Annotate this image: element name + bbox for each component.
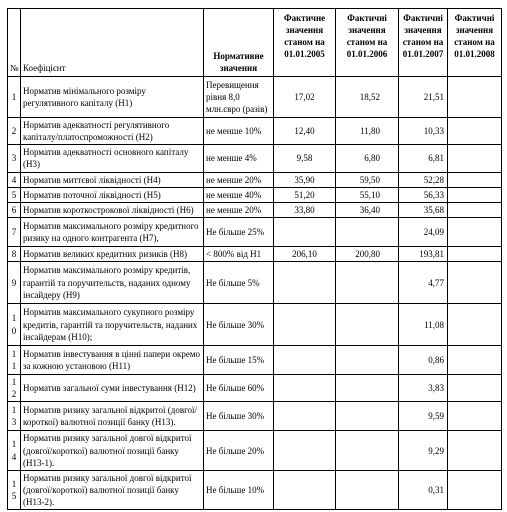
row-value-2007: 52,28 bbox=[399, 172, 448, 187]
row-value-2007: 9,59 bbox=[399, 402, 448, 431]
row-value-2008 bbox=[448, 402, 502, 431]
row-normative: Не більше 15% bbox=[204, 346, 274, 375]
table-header-row bbox=[8, 9, 502, 77]
row-coefficient-name: Норматив ризику загальної відкритої (довгої/короткої) валютної позиції банку (Н13). bbox=[21, 402, 204, 431]
row-number: 15 bbox=[8, 470, 21, 509]
row-value-2008 bbox=[448, 375, 502, 402]
row-coefficient-name: Норматив максимального сукупного розміру кредитів, гарантій та поручительств, наданих інсайдерам (Н10); bbox=[21, 304, 204, 346]
row-value-2006 bbox=[336, 262, 399, 304]
row-value-2006 bbox=[336, 304, 399, 346]
row-value-2007: 21,51 bbox=[399, 77, 448, 118]
table-row bbox=[8, 172, 502, 187]
header-2008: Фактичні значення станом на 01.01.2008 bbox=[448, 9, 502, 77]
row-value-2008 bbox=[448, 118, 502, 145]
table-body bbox=[8, 77, 502, 510]
row-value-2005: 9,58 bbox=[274, 145, 336, 172]
table-row bbox=[8, 145, 502, 172]
row-value-2007: 10,33 bbox=[399, 118, 448, 145]
row-normative: < 800% від Н1 bbox=[204, 246, 274, 261]
row-value-2005: 33,80 bbox=[274, 202, 336, 217]
row-number: 7 bbox=[8, 217, 21, 246]
row-value-2006: 11,80 bbox=[336, 118, 399, 145]
row-normative: Не більше 30% bbox=[204, 402, 274, 431]
row-value-2005 bbox=[274, 346, 336, 375]
table-row bbox=[8, 304, 502, 346]
row-value-2005 bbox=[274, 217, 336, 246]
row-normative: Не більше 5% bbox=[204, 262, 274, 304]
row-value-2005: 206,10 bbox=[274, 246, 336, 261]
row-value-2008 bbox=[448, 346, 502, 375]
table-row bbox=[8, 402, 502, 431]
row-value-2006 bbox=[336, 431, 399, 470]
table-row bbox=[8, 470, 502, 509]
row-coefficient-name: Норматив короткострокової ліквідності (Н6) bbox=[21, 202, 204, 217]
ratios-table bbox=[7, 8, 502, 510]
row-value-2007: 35,68 bbox=[399, 202, 448, 217]
row-number: 8 bbox=[8, 246, 21, 261]
row-value-2005: 12,40 bbox=[274, 118, 336, 145]
row-normative: Не більше 10% bbox=[204, 470, 274, 509]
row-number: 13 bbox=[8, 402, 21, 431]
row-coefficient-name: Норматив ризику загальної довгої відкритої (довгої/короткої) валютної позиції банку (Н13-1). bbox=[21, 431, 204, 470]
row-value-2008 bbox=[448, 172, 502, 187]
row-normative: Не більше 25% bbox=[204, 217, 274, 246]
row-number: 5 bbox=[8, 187, 21, 202]
header-2005: Фактичне значення станом на 01.01.2005 bbox=[274, 9, 336, 77]
row-value-2005 bbox=[274, 402, 336, 431]
row-value-2007: 193,81 bbox=[399, 246, 448, 261]
row-number: 6 bbox=[8, 202, 21, 217]
row-coefficient-name: Норматив великих кредитних ризиків (Н8) bbox=[21, 246, 204, 261]
row-coefficient-name: Норматив адекватності основного капіталу (Н3) bbox=[21, 145, 204, 172]
row-value-2005 bbox=[274, 262, 336, 304]
row-coefficient-name: Норматив інвестування в цінні папери окремо за кожною установою (Н11) bbox=[21, 346, 204, 375]
row-coefficient-name: Норматив адекватності регулятивного капіталу/платоспроможності (Н2) bbox=[21, 118, 204, 145]
row-number: 14 bbox=[8, 431, 21, 470]
table-row bbox=[8, 187, 502, 202]
row-value-2008 bbox=[448, 262, 502, 304]
table-row bbox=[8, 346, 502, 375]
table-row bbox=[8, 262, 502, 304]
row-value-2005: 35,90 bbox=[274, 172, 336, 187]
row-value-2008 bbox=[448, 246, 502, 261]
header-2007: Фактичні значення станом на 01.01.2007 bbox=[399, 9, 448, 77]
row-number: 2 bbox=[8, 118, 21, 145]
row-value-2007: 0,86 bbox=[399, 346, 448, 375]
row-number: 4 bbox=[8, 172, 21, 187]
row-normative: не менше 4% bbox=[204, 145, 274, 172]
row-normative: не менше 20% bbox=[204, 202, 274, 217]
row-value-2008 bbox=[448, 145, 502, 172]
row-value-2006: 200,80 bbox=[336, 246, 399, 261]
row-value-2006 bbox=[336, 470, 399, 509]
row-value-2008 bbox=[448, 431, 502, 470]
row-value-2005 bbox=[274, 470, 336, 509]
table-row bbox=[8, 118, 502, 145]
row-value-2008 bbox=[448, 217, 502, 246]
row-coefficient-name: Норматив максимального розміру кредитного ризику на одного контрагента (Н7), bbox=[21, 217, 204, 246]
header-2006: Фактичні значення станом на 01.01.2006 bbox=[336, 9, 399, 77]
row-normative: Перевищення рівня 8,0 млн.євро (разів) bbox=[204, 77, 274, 118]
row-value-2007: 9,29 bbox=[399, 431, 448, 470]
row-value-2008 bbox=[448, 202, 502, 217]
row-coefficient-name: Норматив загальної суми інвестування (Н12) bbox=[21, 375, 204, 402]
header-num: № bbox=[8, 9, 21, 77]
row-value-2006: 36,40 bbox=[336, 202, 399, 217]
row-value-2007: 56,33 bbox=[399, 187, 448, 202]
row-value-2008 bbox=[448, 77, 502, 118]
row-coefficient-name: Норматив мінімального розміру регулятивного капіталу (Н1) bbox=[21, 77, 204, 118]
table-row bbox=[8, 431, 502, 470]
table-row bbox=[8, 202, 502, 217]
header-coefficient: Коефіцієнт bbox=[21, 9, 204, 77]
row-value-2005: 51,20 bbox=[274, 187, 336, 202]
row-value-2006: 55,10 bbox=[336, 187, 399, 202]
row-coefficient-name: Норматив миттєвої ліквідності (Н4) bbox=[21, 172, 204, 187]
row-value-2006 bbox=[336, 402, 399, 431]
row-number: 10 bbox=[8, 304, 21, 346]
row-value-2007: 0,31 bbox=[399, 470, 448, 509]
row-value-2007: 3,83 bbox=[399, 375, 448, 402]
row-value-2008 bbox=[448, 304, 502, 346]
row-coefficient-name: Норматив ризику загальної довгої відкритої (довгої/короткої) валютної позиції банку (Н13-2). bbox=[21, 470, 204, 509]
row-value-2005: 17,02 bbox=[274, 77, 336, 118]
row-value-2005 bbox=[274, 375, 336, 402]
row-value-2008 bbox=[448, 470, 502, 509]
row-value-2007: 4,77 bbox=[399, 262, 448, 304]
row-value-2006: 59,50 bbox=[336, 172, 399, 187]
row-coefficient-name: Норматив максимального розміру кредитів, гарантій та поручительств, наданих одному інсайдеру (Н9) bbox=[21, 262, 204, 304]
row-normative: не менше 10% bbox=[204, 118, 274, 145]
row-number: 9 bbox=[8, 262, 21, 304]
row-value-2007: 6,81 bbox=[399, 145, 448, 172]
row-value-2005 bbox=[274, 431, 336, 470]
row-normative: не менше 20% bbox=[204, 172, 274, 187]
row-value-2005 bbox=[274, 304, 336, 346]
row-number: 1 bbox=[8, 77, 21, 118]
row-number: 12 bbox=[8, 375, 21, 402]
row-value-2006 bbox=[336, 217, 399, 246]
row-value-2007: 24,09 bbox=[399, 217, 448, 246]
row-value-2006: 18,52 bbox=[336, 77, 399, 118]
header-normative: Нормативне значення bbox=[204, 9, 274, 77]
row-value-2008 bbox=[448, 187, 502, 202]
row-value-2006: 6,80 bbox=[336, 145, 399, 172]
row-coefficient-name: Норматив поточної ліквідності (Н5) bbox=[21, 187, 204, 202]
row-normative: не менше 40% bbox=[204, 187, 274, 202]
row-value-2007: 11,08 bbox=[399, 304, 448, 346]
row-value-2006 bbox=[336, 375, 399, 402]
row-number: 11 bbox=[8, 346, 21, 375]
row-normative: Не більше 20% bbox=[204, 431, 274, 470]
table-row bbox=[8, 375, 502, 402]
row-normative: Не більше 60% bbox=[204, 375, 274, 402]
ratios-table-container bbox=[7, 8, 502, 510]
row-value-2006 bbox=[336, 346, 399, 375]
row-number: 3 bbox=[8, 145, 21, 172]
row-normative: Не більше 30% bbox=[204, 304, 274, 346]
table-row bbox=[8, 77, 502, 118]
table-row bbox=[8, 217, 502, 246]
table-row bbox=[8, 246, 502, 261]
